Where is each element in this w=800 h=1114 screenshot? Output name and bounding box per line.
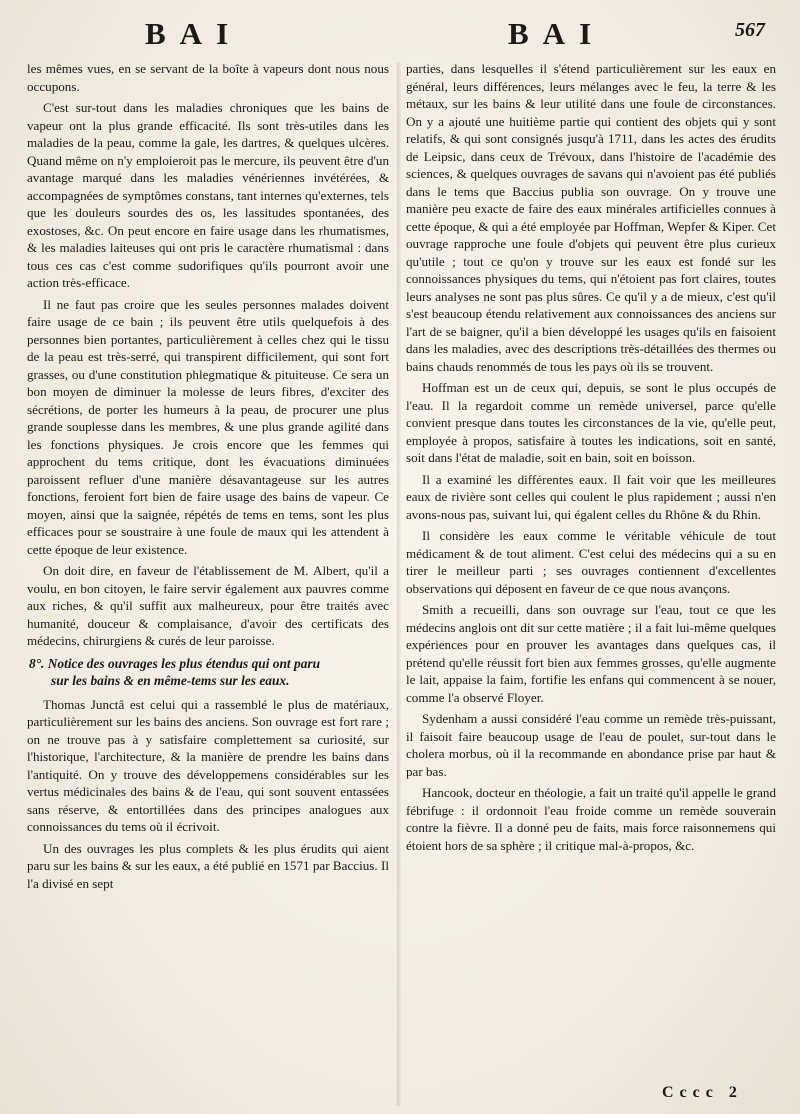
- paragraph: Sydenham a aussi considéré l'eau comme un remède très-puissant, il faisoit faire beaucoup usage de l'eau de poulet, sur-tout dans le cholera morbus, où il la recommande en abondance prise par haut & par bas.: [406, 711, 776, 779]
- right-column: [406, 60, 776, 858]
- page-number: 567: [735, 19, 765, 41]
- paragraph: Un des ouvrages les plus complets & les plus érudits qui aient paru sur les bains & sur les eaux, a été publié en 1571 par Baccius. Il l'a divisé en sept: [27, 840, 389, 891]
- paragraph: Il a examiné les différentes eaux. Il fait voir que les meilleures eaux de rivière sont celles qui coulent le plus rapidement ; aussi n'en avons-nous pas, suivant lui, qui égalent celles du Rhône & du Rhin.: [406, 471, 776, 522]
- paragraph: On doit dire, en faveur de l'établissement de M. Albert, qu'il a voulu, en bon citoyen, le faire servir également aux pauvres comme aux riches, & qu'il suffit aux malheureux, pour être traités avec humanité, douceur & complaisance, d'avoir des certificats des médecins, chirurgiens & curés de leur paroisse.: [27, 563, 389, 648]
- paragraph: Smith a recueilli, dans son ouvrage sur l'eau, tout ce que les médecins anglois ont dit sur cette matière ; il a fait lui-même quelques expériences pour en prouver les avantages dans quelques cas, il prétend qu'elle réussit fort bien aux femmes grosses, qu'elle augmente le lait, appaise la faim, fortifie les enfans qui commencent à se nouer, comme l'a observé Floyer.: [406, 602, 776, 705]
- paragraph: Hoffman est un de ceux qui, depuis, se sont le plus occupés de l'eau. Il la regardoit comme un remède universel, parce qu'elle convient presque dans toutes les circonstances de la vie, qu'elle peut, employée à propos, satisfaire à toutes les indications, soit en santé, soit dans l'état de maladie, soit en bain, soit en boisson.: [406, 380, 776, 465]
- running-head-left: BAI: [145, 16, 243, 51]
- paragraph: Hancook, docteur en théologie, a fait un traité qu'il appelle le grand fébrifuge : il ordonnoit l'eau froide comme un remède souverain contre la fièvre. Il a donné peu de faits, mais force raisonnemens qui étoient hors de sa sphère ; il critique mal-à-propos, &c.: [406, 785, 776, 853]
- section-heading-line: 8°. Notice des ouvrages les plus étendus qui ont paru: [29, 655, 321, 671]
- paragraph: C'est sur-tout dans les maladies chroniques que les bains de vapeur ont la plus grande efficacité. Ils sont très-utiles dans les maladies de la peau, comme la gale, les dartres, & quelques ulcères. Quand même on n'y emploieroit pas le mercure, ils peuvent être d'un avantage marqué dans les maladies vénériennes invétérées, & accompagnées de symptômes constans, tant internes qu'externes, tels que les douleurs sourdes des os, les lassitudes spontanées, des exostoses, &c. On peut encore en faire usage dans les rhumatismes, & les maladies laiteuses qui ont pris le caractère rhumatismal : dans tous ces cas c'est comme sudorifiques qu'ils pourront avoir une action très-efficace.: [27, 100, 389, 290]
- paragraph: Il ne faut pas croire que les seules personnes malades doivent faire usage de ce bain ; ils peuvent être utils quelquefois à des personnes bien portantes, particulièrement à celles chez qui le tissu de la peau est très-serré, qui transpirent difficilement, qui sont fort grasses, ou d'une constitution phlegmatique & pituiteuse. Ce sera un bon moyen de diminuer la molesse de leurs fibres, d'exciter des sécrétions, de porter les humeurs à la peau, de procurer une plus grande souplesse dans les membres, & une plus grande agilité dans les fonctions physiques. Je crois encore que les femmes qui approchent du tems critique, dont les évacuations diminuées paroissent refluer d'une manière désavantageuse sur les autres fonctions, feroient fort bien de faire usage des bains de vapeur. Ce moyen, ainsi que la saignée, répétés de tems en tems, sont les plus efficaces pour se soustraire à une foule de maux qui les attendent à cette époque de leur existence.: [27, 296, 389, 557]
- paragraph: parties, dans lesquelles il s'étend particulièrement sur les eaux en général, leurs différences, leurs mélanges avec le feu, la terre & les métaux, sur les bains & leur utilité dans une foule de circonstances. On y a ajouté une huitième partie qui contient des objets qui y sont relatifs, & qui sont consignés jusqu'à 1711, dans les actes des érudits de Leipsic, dans ceux de Trévoux, dans l'histoire de l'académie des sciences, & quelques ouvrages de savans qui n'avoient pas été publiés dans le tems que Baccius publia son ouvrage. On y trouve une manière peu exacte de faire des eaux minérales artificielles connues à cette époque, & qui a été employée par Hoffman, Wepfer & Kiper. Cet ouvrage rapproche une foule d'objets qui peuvent être plus curieux qu'utile ; tout ce qu'on y trouve sur les eaux est fondé sur les connoissances physiques du tems, qui n'étoient pas fort claires, toutes leurs analyses ne sont pas plus sûres. Ce qu'il y a de mieux, c'est qu'il s'est beaucoup étendu relativement aux connoissances des anciens sur l'art de se baigner, qu'il a bien développé les usages qu'ils en faisoient dans les maladies, avec des descriptions très-détaillées des thermes ou bains chauds renommés de tous les pays où ils se trouvent.: [406, 61, 776, 374]
- signature-mark: Cccc 2: [662, 1084, 743, 1101]
- paragraph: Il considère les eaux comme le véritable véhicule de tout médicament & de tout aliment. C'est celui des médecins qui a su en tirer le meilleur parti ; ses ouvrages contiennent d'excellentes observations qui déposent en faveur de ce que nous avançons.: [406, 528, 776, 596]
- running-head-right: BAI: [508, 16, 606, 51]
- column-gutter: [397, 62, 401, 1106]
- paragraph: les mêmes vues, en se servant de la boîte à vapeurs dont nous nous occupons.: [27, 61, 389, 94]
- section-heading-line: sur les bains & en même-tems sur les eaux.: [51, 672, 290, 688]
- paragraph: Thomas Junctâ est celui qui a rassemblé le plus de matériaux, particulièrement sur les bains des anciens. Son ouvrage est fort rare ; on ne trouve pas à y satisfaire complettement sa curiosité, sur l'historique, l'architecture, & la manière de prendre les bains dans l'antiquité. On y trouve des développemens considérables sur les vertus médicinales des bains & de l'eau, qui sont souvent entassées sans réserve, & entortillées dans des principes analogues aux connoissances du tems où il écrivoit.: [27, 696, 389, 834]
- section-heading: [27, 655, 389, 689]
- left-column: [27, 60, 389, 896]
